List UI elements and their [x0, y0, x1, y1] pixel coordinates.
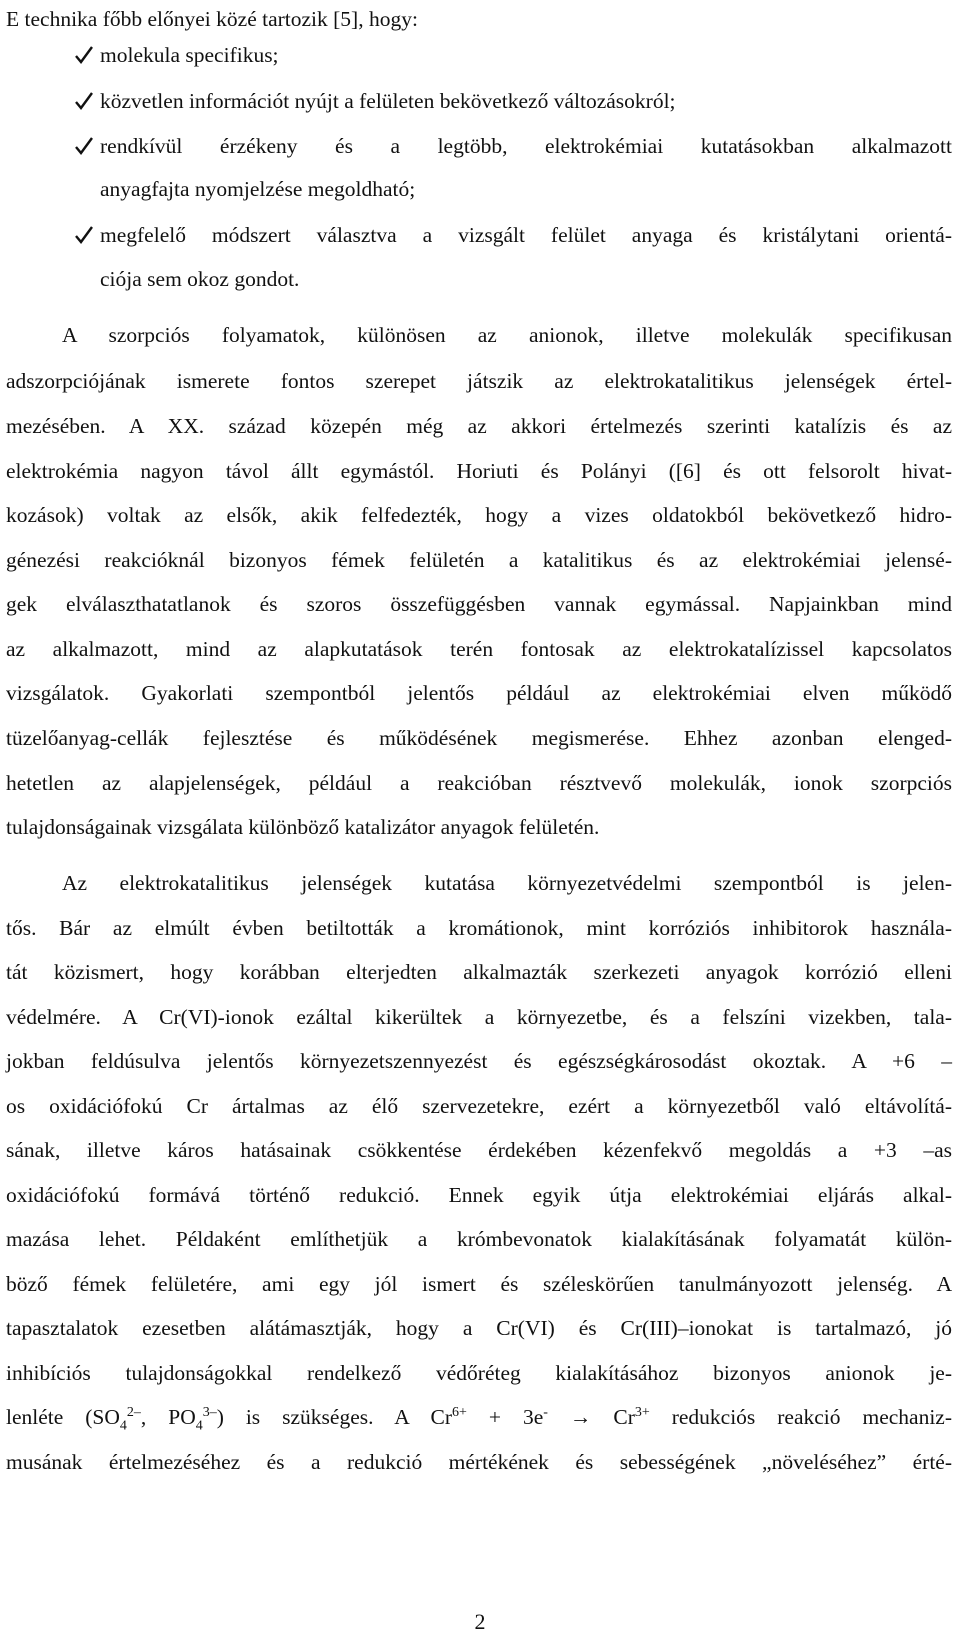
formula-superscript: 2– — [126, 1404, 141, 1420]
paragraph-1-line: adszorpciójának ismerete fontos szerepet játszik az elektrokatalitikus jelenségek értel- — [6, 369, 952, 393]
page-number: 2 — [474, 1609, 486, 1634]
paragraph-2-line: tát közismert, hogy korábban elterjedten alkalmazták szerkezeti anyagok korrózió elleni — [6, 960, 952, 984]
list-item — [74, 220, 954, 254]
check-icon — [74, 86, 98, 120]
intro-line: E technika főbb előnyei közé tartozik [5], hogy: — [6, 7, 418, 31]
check-icon — [74, 220, 98, 254]
formula-line — [6, 1402, 952, 1432]
formula-subscript: 4 — [119, 1418, 127, 1434]
paragraph-2-line: sának, illetve káros hatásainak csökkentése érdekében kézenfekvő megoldás a +3 –as — [6, 1138, 952, 1162]
paragraph-2-line: os oxidációfokú Cr ártalmas az élő szervezetekre, ezért a környezetből való eltávolítá- — [6, 1094, 952, 1118]
paragraph-2-line: védelmére. A Cr(VI)-ionok ezáltal kikerültek a környezetbe, és a felszíni vizekben, tala- — [6, 1005, 952, 1029]
list-item-continuation: ciója sem okoz gondot. — [100, 267, 300, 291]
paragraph-1-line: hetetlen az alapjelenségek, például a reakcióban résztvevő molekulák, ionok szorpciós — [6, 771, 952, 795]
formula-text: redukciós reakció mechaniz- — [649, 1405, 952, 1429]
paragraph-2-line: Az elektrokatalitikus jelenségek kutatása környezetvédelmi szempontból is jelen- — [62, 871, 952, 895]
check-icon — [74, 131, 98, 165]
paragraph-2-line: jokban feldúsulva jelentős környezetszennyezést és egészségkárosodást okoztak. A +6 – — [6, 1049, 952, 1073]
paragraph-2-line: inhibíciós tulajdonságokkal rendelkező védőréteg kialakításához bizonyos anionok je- — [6, 1361, 952, 1385]
formula-superscript: 3– — [202, 1404, 217, 1420]
list-item-text: molekula specifikus; — [100, 43, 279, 67]
list-item — [74, 131, 954, 165]
formula-superscript: 6+ — [452, 1404, 467, 1420]
list-item — [74, 86, 954, 120]
list-item — [74, 40, 954, 74]
paragraph-2-line: mazása lehet. Példaként említhetjük a krómbevonatok kialakításának folyamatát külön- — [6, 1227, 952, 1251]
formula-superscript: - — [543, 1404, 548, 1420]
paragraph-1-line: gek elválaszthatatlanok és szoros összefüggésben vannak egymással. Napjainkban mind — [6, 592, 952, 616]
paragraph-1-line: mezésében. A XX. század közepén még az akkori értelmezés szerinti katalízis és az — [6, 414, 952, 438]
formula-text: lenléte (SO — [6, 1405, 120, 1429]
paragraph-2-line: oxidációfokú formává történő redukció. Ennek egyik útja elektrokémiai eljárás alkal- — [6, 1183, 952, 1207]
check-icon — [74, 40, 98, 74]
list-item-text: megfelelő módszert választva a vizsgált felület anyaga és kristálytani orientá- — [100, 223, 952, 247]
formula-text: → Cr — [547, 1405, 635, 1429]
paragraph-1-line: tulajdonságainak vizsgálata különböző katalizátor anyagok felületén. — [6, 815, 600, 839]
formula-text: + 3e — [466, 1405, 544, 1429]
list-item-text: rendkívül érzékeny és a legtöbb, elektrokémiai kutatásokban alkalmazott — [100, 134, 952, 158]
paragraph-1-line: tüzelőanyag-cellák fejlesztése és működésének megismerése. Ehhez azonban elenged- — [6, 726, 952, 750]
list-item-continuation: anyagfajta nyomjelzése megoldható; — [100, 177, 416, 201]
paragraph-2-line: tapasztalatok ezesetben alátámasztják, hogy a Cr(VI) és Cr(III)–ionokat is tartalmazó, jó — [6, 1316, 952, 1340]
last-line: musának értelmezéséhez és a redukció mértékének és sebességének „növeléséhez” érté- — [6, 1450, 952, 1474]
paragraph-1-line: A szorpciós folyamatok, különösen az anionok, illetve molekulák specifikusan — [62, 323, 952, 347]
paragraph-1-line: az alkalmazott, mind az alapkutatások terén fontosak az elektrokatalízissel kapcsolatos — [6, 637, 952, 661]
formula-text: , PO — [140, 1405, 196, 1429]
formula-subscript: 4 — [195, 1418, 203, 1434]
paragraph-1-line: elektrokémia nagyon távol állt egymástól. Horiuti és Polányi ([6] és ott felsorolt hivat- — [6, 459, 952, 483]
paragraph-1-line: kozások) voltak az elsők, akik felfedezték, hogy a vizes oldatokból bekövetkező hidro- — [6, 503, 952, 527]
formula-text: ) is szükséges. A Cr — [216, 1405, 453, 1429]
paragraph-1-line: génezési reakcióknál bizonyos fémek felületén a katalitikus és az elektrokémiai jelensé- — [6, 548, 952, 572]
paragraph-2-line: böző fémek felületére, ami egy jól ismert és széleskörűen tanulmányozott jelenség. A — [6, 1272, 952, 1296]
paragraph-1-line: vizsgálatok. Gyakorlati szempontból jelentős például az elektrokémiai elven működő — [6, 681, 952, 705]
paragraph-2-line: tős. Bár az elmúlt évben betiltották a kromátionok, mint korróziós inhibitorok használa- — [6, 916, 952, 940]
list-item-text: közvetlen információt nyújt a felületen bekövetkező változásokról; — [100, 89, 676, 113]
formula-superscript: 3+ — [634, 1404, 650, 1420]
